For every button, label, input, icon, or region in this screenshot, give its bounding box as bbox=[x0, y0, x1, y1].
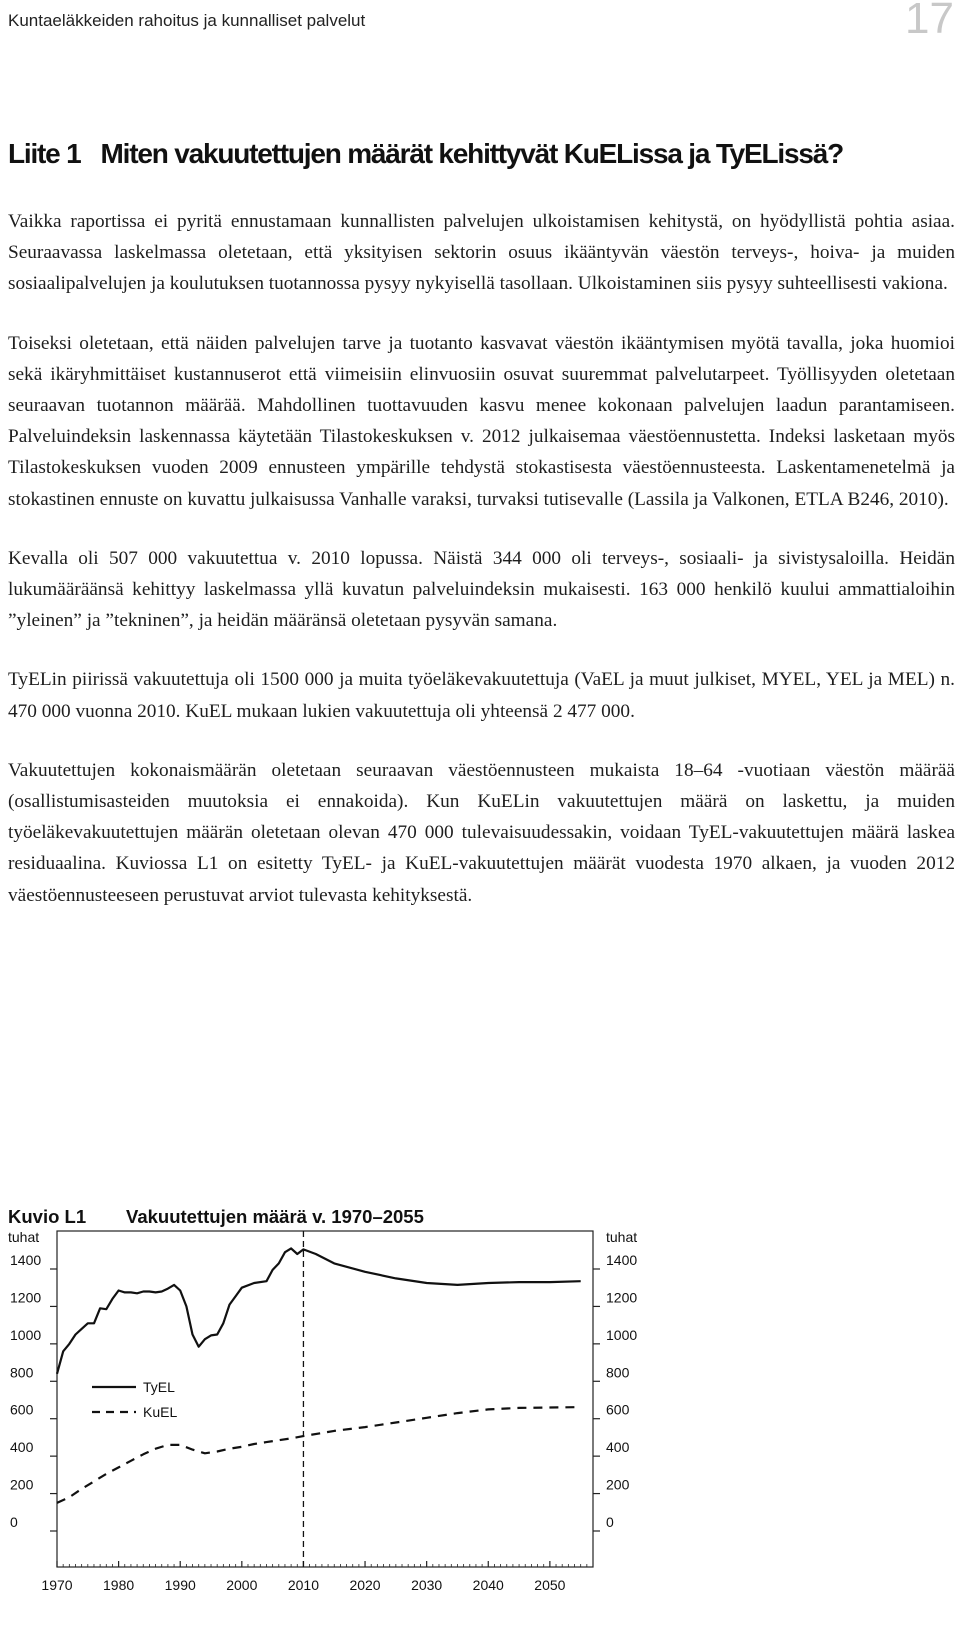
y-tick-label-right: 800 bbox=[606, 1364, 630, 1381]
y-axis-left bbox=[10, 1252, 57, 1531]
y-tick-label-right: 1200 bbox=[606, 1289, 638, 1306]
x-tick-label: 2000 bbox=[226, 1577, 258, 1593]
y-tick-label-left: 400 bbox=[10, 1439, 34, 1456]
paragraph-5: Vakuutettujen kokonaismäärän oletetaan seuraavan väestöennusteen mukaista 18–64 -vuotiaan väestön määrää (osallistumisasteiden muutoksia ei ennakoida). Kun KuELin vakuutettujen määrä on laskettu, ja muiden työeläkevakuutettujen määrän oletetaan olevan 470 000 tulevaisuudessakin, voidaan TyEL-vakuutettujen määrä laskea residuaalina. Kuviossa L1 on esitetty TyEL- ja KuEL-vakuutettujen määrät vuodesta 1970 alkaen, ja vuoden 2012 väestöennusteeseen perustuvat arviot tulevasta kehityksestä. bbox=[8, 759, 955, 906]
chart-legend bbox=[92, 1379, 177, 1420]
y-tick-label-right: 0 bbox=[606, 1514, 614, 1530]
y-tick-label-left: 0 bbox=[10, 1514, 18, 1530]
y-tick-label-left: 800 bbox=[10, 1364, 34, 1381]
y-tick-label-left: 600 bbox=[10, 1401, 34, 1418]
x-tick-label: 1970 bbox=[41, 1577, 73, 1593]
y-tick-label-right: 600 bbox=[606, 1401, 630, 1418]
page-header bbox=[0, 0, 960, 46]
y-tick-label-left: 1400 bbox=[10, 1252, 42, 1268]
y-tick-label-right: 1000 bbox=[606, 1326, 638, 1343]
body-text bbox=[8, 206, 955, 939]
paragraph-2: Toiseksi oletetaan, että näiden palvelujen tarve ja tuotanto kasvavat väestön ikääntymisen myötä tavalla, joka huomioi sekä ikäryhmittäiset kustannuserot että viimeisiin elinvuosiin osuvat suuremmat palvelutarpeet. Työllisyyden oletetaan seuraavan tuotannon määrää. Mahdollinen tuottavuuden kasvu menee kokonaan palvelujen laadun parantamiseen. Palveluindeksin laskennassa käytetään Tilastokeskuksen v. 2012 julkaisemaa väestöennustetta. Indeksi lasketaan myös Tilastokeskuksen vuoden 2009 ennusteen ympärille tehdystä stokastisesta väestöennusteesta. Laskentamenetelmä ja stokastinen ennuste on kuvattu julkaisussa Vanhalle varaksi, turvaksi tutisevalle (Lassila ja Valkonen, ETLA B246, 2010). bbox=[8, 332, 955, 510]
y-axis-right bbox=[593, 1252, 637, 1531]
page-number: 17 bbox=[905, 0, 954, 43]
figure-label: Kuvio L1 bbox=[8, 1206, 87, 1227]
legend-label-tyel: TyEL bbox=[143, 1379, 175, 1395]
x-tick-label: 2040 bbox=[472, 1577, 504, 1593]
x-tick-label: 2050 bbox=[534, 1577, 566, 1593]
x-tick-label: 2020 bbox=[349, 1577, 381, 1593]
series-line-tyel bbox=[57, 1248, 581, 1373]
y-axis-left-label: tuhat bbox=[8, 1229, 40, 1245]
paragraph-4: TyELin piirissä vakuutettuja oli 1500 000 ja muita työeläkevakuutettuja (VaEL ja muut julkiset, MYEL, YEL ja MEL) n. 470 000 vuonna 2010. KuEL mukaan lukien vakuutettuja oli yhteensä 2 477 000. bbox=[8, 669, 955, 722]
paragraph-1: Vaikka raportissa ei pyritä ennustamaan kunnallisten palvelujen ulkoistamisen kehitystä, on hyödyllistä pohtia asiaa. Seuraavassa laskelmassa oletetaan, että yksityisen sektorin osuus ikääntyvän väestön terveys-, hoiva- ja muiden sosiaalipalvelujen ja koulutuksen tuotannossa pysyy nykyisellä tasollaan. Ulkoistaminen siis pysyy suhteellisesti vakiona. bbox=[8, 211, 955, 295]
y-tick-label-left: 1000 bbox=[10, 1326, 42, 1343]
y-tick-label-right: 1400 bbox=[606, 1252, 638, 1268]
y-tick-label-right: 400 bbox=[606, 1439, 630, 1456]
x-tick-label: 1990 bbox=[164, 1577, 196, 1593]
x-tick-label: 2010 bbox=[287, 1577, 320, 1593]
y-tick-label-left: 1200 bbox=[10, 1289, 42, 1306]
appendix-heading bbox=[8, 138, 953, 170]
y-axis-right-label: tuhat bbox=[606, 1229, 638, 1245]
x-tick-label: 2030 bbox=[411, 1577, 443, 1593]
appendix-label: Liite 1 bbox=[8, 138, 81, 169]
paragraph-3: Kevalla oli 507 000 vakuutettua v. 2010 lopussa. Näistä 344 000 oli terveys-, sosiaali- ja sivistysaloilla. Heidän lukumääräänsä kehittyy laskelmassa yllä kuvatun palveluindeksin mukaisesti. 163 000 henkilö kuului ammattialoihin ”yleinen” ja ”tekninen”, ja heidän määränsä oletetaan pysyvän samana. bbox=[8, 547, 955, 632]
insured-count-chart bbox=[0, 1225, 960, 1635]
y-tick-label-left: 200 bbox=[10, 1476, 34, 1493]
x-tick-label: 1980 bbox=[103, 1577, 135, 1593]
x-axis bbox=[41, 1561, 586, 1593]
series-layer bbox=[57, 1231, 581, 1567]
series-line-kuel bbox=[57, 1407, 581, 1503]
appendix-title: Miten vakuutettujen määrät kehittyvät KuELissa ja TyELissä? bbox=[100, 138, 844, 169]
legend-label-kuel: KuEL bbox=[143, 1404, 178, 1420]
running-title: Kuntaeläkkeiden rahoitus ja kunnalliset palvelut bbox=[8, 11, 366, 30]
figure-title: Vakuutettujen määrä v. 1970–2055 bbox=[126, 1206, 424, 1227]
y-tick-label-right: 200 bbox=[606, 1476, 630, 1493]
